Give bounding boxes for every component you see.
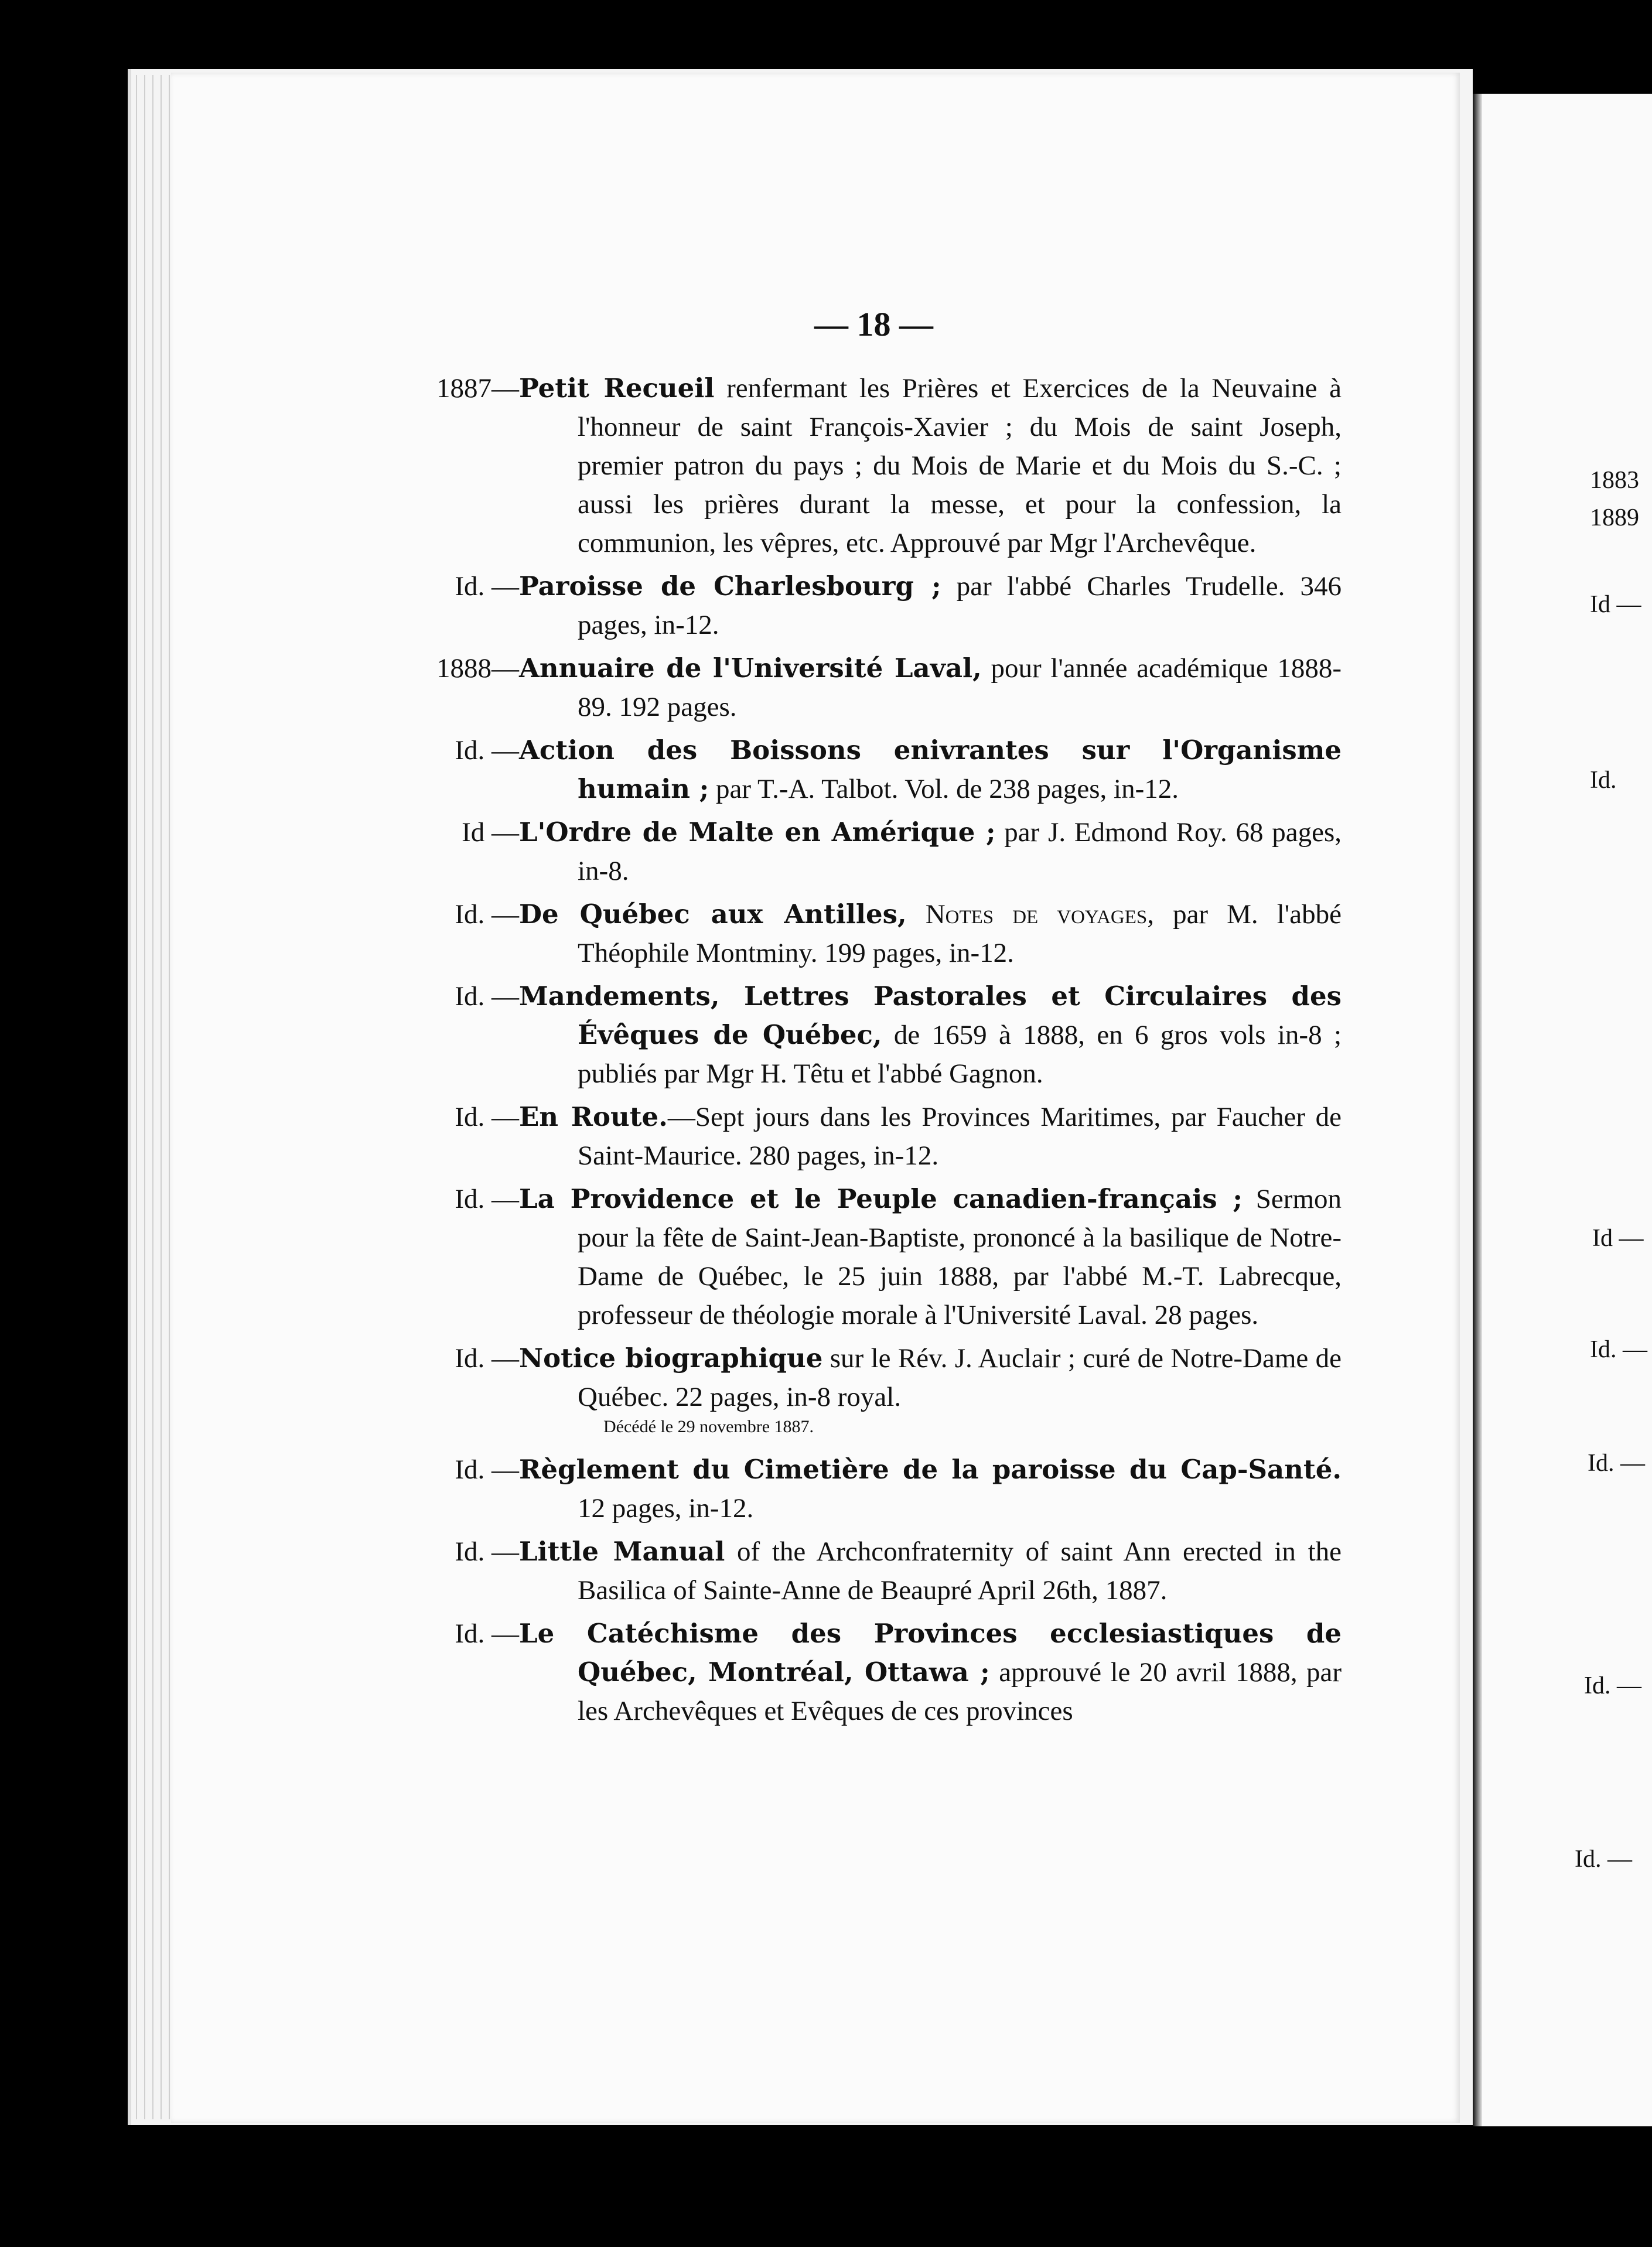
bibliography-entry — [428, 649, 1342, 726]
entry-title: De Québec aux Antilles, — [519, 899, 907, 930]
entry-body — [519, 649, 1342, 726]
entry-date: Id. — — [455, 735, 519, 766]
entry-text: —Sept jours dans les Provinces Maritimes, par Faucher de Saint-Maurice. 280 pages, in-12. — [578, 1102, 1342, 1171]
entry-date: 1887— — [436, 373, 519, 404]
entry-body — [519, 369, 1342, 562]
entry-body — [519, 977, 1342, 1093]
right-page-fragment: 1889 — [1590, 504, 1639, 531]
entry-title: Petit Recueil — [519, 373, 715, 404]
entry-date: Id. — — [455, 981, 519, 1012]
entry-date: Id. — — [455, 899, 519, 930]
bibliography-entry — [428, 1532, 1342, 1610]
entry-body — [519, 1450, 1342, 1528]
bibliography-entry — [428, 1339, 1342, 1416]
entry-title: Mandements, Lettres Pastorales et Circulaires des Évêques de Québec, — [519, 981, 1342, 1050]
entry-text: of the Archconfraternity of saint Ann erected in the Basilica of Sainte-Anne de Beaupré April 26th, 1887. — [578, 1536, 1342, 1606]
right-page-fragment: Id — — [1592, 1225, 1644, 1252]
entry-body — [519, 1339, 1342, 1416]
entry-text: de 1659 à 1888, en 6 gros vols in-8 ; publiés par Mgr H. Têtu et l'abbé Gagnon. — [578, 1020, 1342, 1089]
entry-text: par l'abbé Charles Trudelle. 346 pages, in-12. — [578, 571, 1342, 640]
entry-title: En Route. — [519, 1101, 668, 1132]
entry-date: Id. — — [455, 1102, 519, 1132]
entry-body — [519, 731, 1342, 808]
entry-body — [519, 895, 1342, 972]
right-page — [1473, 94, 1652, 2126]
bibliography-entry — [428, 567, 1342, 644]
bibliography-entry — [428, 1098, 1342, 1175]
right-page-fragment: Id — — [1590, 591, 1641, 618]
entry-title: Annuaire de l'Université Laval, — [519, 653, 982, 684]
bibliography-entry — [428, 1180, 1342, 1334]
entry-body — [519, 1614, 1342, 1730]
entry-body — [519, 1098, 1342, 1175]
entry-text: 12 pages, in-12. — [578, 1493, 754, 1524]
entry-date: 1888— — [436, 653, 519, 684]
bibliography-entry — [428, 369, 1342, 562]
right-page-fragment: Id. — — [1584, 1672, 1641, 1699]
entry-body — [519, 1180, 1342, 1334]
bibliography-entry — [428, 813, 1342, 890]
entry-date: Id. — — [455, 1454, 519, 1485]
entry-text: approuvé le 20 avril 1888, par les Archevêques et Evêques de ces provinces — [578, 1657, 1342, 1726]
entry-note: Décédé le 29 novembre 1887. — [603, 1417, 814, 1436]
right-page-fragment: 1883 — [1590, 467, 1639, 494]
entry-date: Id — — [462, 817, 519, 848]
entry-text: par T.-A. Talbot. Vol. de 238 pages, in-12. — [709, 774, 1179, 804]
entry-date: Id. — — [455, 1184, 519, 1214]
entry-date: Id. — — [455, 1536, 519, 1567]
bibliography-entry — [428, 731, 1342, 808]
entry-date: Id. — — [455, 1618, 519, 1649]
right-page-fragment: Id. — [1590, 767, 1617, 794]
entry-body — [519, 567, 1342, 644]
entry-text: sur le Rév. J. Auclair ; curé de Notre-Dame de Québec. 22 pages, in-8 royal. — [578, 1343, 1342, 1412]
entry-text: Sermon pour la fête de Saint-Jean-Baptiste, prononcé à la basilique de Notre-Dame de Québec, le 25 juin 1888, par l'abbé M.-T. Labrecque, professeur de théologie morale à l'Université Laval. 28 pages. — [578, 1184, 1342, 1330]
entry-title: Paroisse de Charlesbourg ; — [519, 571, 941, 602]
entry-title: La Providence et le Peuple canadien-français ; — [519, 1183, 1243, 1214]
entry-text: par J. Edmond Roy. 68 pages, in-8. — [578, 817, 1342, 886]
entry-title: Règlement du Cimetière de la paroisse du Cap-Santé. — [519, 1454, 1342, 1485]
bibliography-entry — [428, 1614, 1342, 1730]
right-page-fragment: Id. — — [1575, 1846, 1632, 1873]
entry-text: renfermant les Prières et Exercices de la Neuvaine à l'honneur de saint François-Xavier ; du Mois de saint Joseph, premier patron du pays ; du Mois de Marie et du Mois du S.-C. ; aussi les prières durant la messe, et pour la confession, la communion, les vêpres, etc. Approuvé par Mgr l'Archevêque. — [578, 373, 1342, 558]
bibliography-entry — [428, 895, 1342, 972]
right-page-fragment: Id. — — [1588, 1450, 1645, 1477]
entry-title: Little Manual — [519, 1536, 725, 1567]
entry-title: L'Ordre de Malte en Amérique ; — [519, 817, 996, 848]
bibliography-entry — [428, 1450, 1342, 1528]
bibliography-entry — [428, 977, 1342, 1093]
entry-title: Action des Boissons enivrantes sur l'Organisme humain ; — [519, 735, 1342, 804]
entry-text-small-caps: Notes de voyages, — [906, 899, 1155, 930]
entry-text: par M. l'abbé Théophile Montminy. 199 pages, in-12. — [578, 899, 1342, 968]
right-page-fragment: Id. — — [1590, 1336, 1647, 1363]
entry-body — [519, 813, 1342, 890]
entry-title: Le Catéchisme des Provinces ecclesiastiques de Québec, Montréal, Ottawa ; — [519, 1618, 1342, 1688]
entry-date: Id. — — [455, 571, 519, 602]
bibliography-entries — [428, 369, 1342, 1735]
entry-body — [519, 1532, 1342, 1610]
entry-date: Id. — — [455, 1343, 519, 1374]
entry-title: Notice biographique — [519, 1343, 823, 1374]
entry-text: pour l'année académique 1888-89. 192 pages. — [578, 653, 1342, 722]
page-fold — [1473, 94, 1482, 2126]
page-number: — 18 — — [814, 305, 933, 343]
